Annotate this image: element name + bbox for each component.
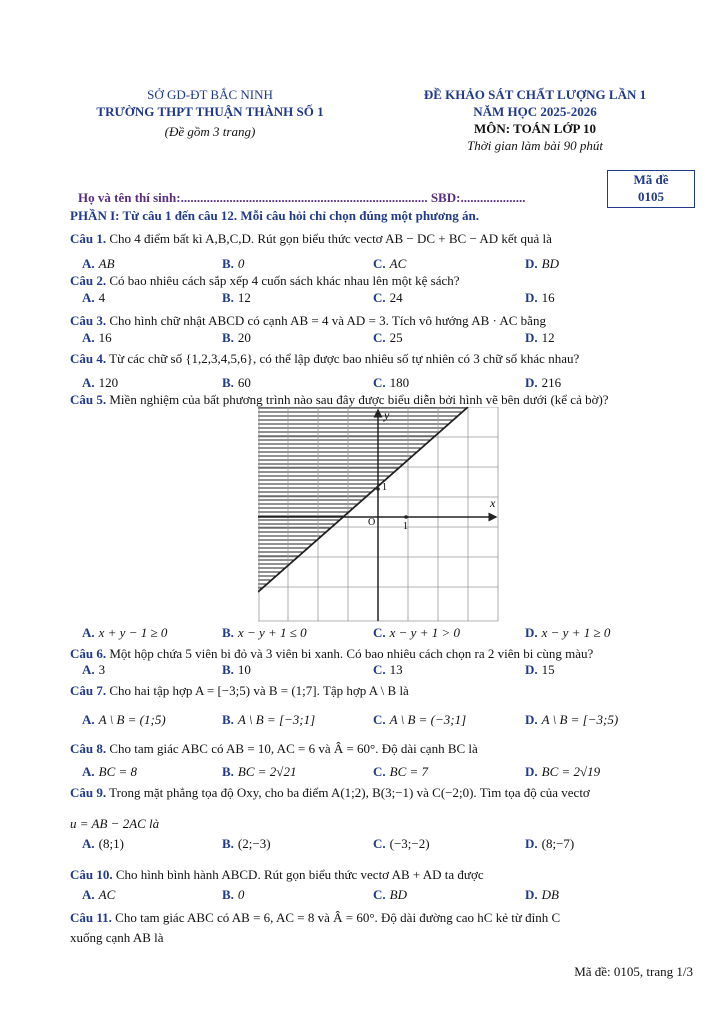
school-name: TRƯỜNG THPT THUẬN THÀNH SỐ 1 [96, 104, 324, 119]
option-c[interactable]: C. AC [373, 256, 407, 271]
exam-title: ĐỀ KHẢO SÁT CHẤT LƯỢNG LẦN 1 [423, 87, 647, 102]
pages-note: (Đề gồm 3 trang) [164, 124, 256, 139]
option-a[interactable]: A. 3 [82, 662, 106, 677]
question-1: Câu 1. Cho 4 điểm bất kì A,B,C,D. Rút gọn biểu thức vectơ AB − DC + BC − AD kết quả là [70, 231, 552, 246]
option-a[interactable]: A. AC [82, 887, 116, 902]
question-11: Câu 11. Cho tam giác ABC có AB = 6, AC = 8 và Â = 60°. Độ dài đường cao hC kẻ từ đỉnh C [70, 910, 561, 925]
question-4: Câu 4. Từ các chữ số {1,2,3,4,5,6}, có thể lập được bao nhiêu số tự nhiên có 3 chữ số khác nhau? [70, 351, 580, 366]
page-footer: Mã đề: 0105, trang 1/3 [574, 964, 693, 979]
option-d[interactable]: D. 15 [525, 662, 555, 677]
option-a[interactable]: A. (8;1) [82, 836, 124, 851]
option-a[interactable]: A. BC = 8 [82, 764, 138, 779]
question-11-continued: xuống cạnh AB là [70, 930, 164, 945]
exam-code-label: Mã đề [633, 172, 669, 187]
option-c[interactable]: C. A \ B = (−3;1] [373, 712, 467, 727]
option-c[interactable]: C. BC = 7 [373, 764, 429, 779]
part-title: PHẦN I: Từ câu 1 đến câu 12. Mỗi câu hỏi chỉ chọn đúng một phương án. [70, 208, 480, 223]
y-axis-label: y [384, 408, 390, 422]
question-text: Cho 4 điểm bất kì A,B,C,D. Rút gọn biểu thức vectơ AB − DC + BC − AD kết quả là [109, 231, 552, 246]
option-b[interactable]: B. (2;−3) [222, 836, 271, 851]
option-b[interactable]: B. 10 [222, 662, 251, 677]
question-9: Câu 9. Trong mặt phẳng tọa độ Oxy, cho ba điểm A(1;2), B(3;−1) và C(−2;0). Tìm tọa độ của vectơ [70, 785, 590, 800]
option-b[interactable]: B. 0 [222, 256, 245, 271]
option-d[interactable]: D. BC = 2√19 [525, 764, 601, 779]
origin-label: O [368, 517, 376, 528]
option-d[interactable]: D. (8;−7) [525, 836, 575, 851]
option-c[interactable]: C. 180 [373, 375, 410, 390]
question-2: Câu 2. Có bao nhiêu cách sắp xếp 4 cuốn sách khác nhau lên một kệ sách? [70, 273, 460, 288]
option-c[interactable]: C. BD [373, 887, 407, 902]
option-c[interactable]: C. 25 [373, 330, 403, 345]
option-d[interactable]: D. x − y + 1 ≥ 0 [525, 625, 611, 640]
option-d[interactable]: D. DB [525, 887, 559, 902]
school-year: NĂM HỌC 2025-2026 [473, 104, 597, 119]
graph-figure [258, 407, 500, 623]
tick-point-x [404, 515, 408, 519]
option-d[interactable]: D. 216 [525, 375, 562, 390]
option-b[interactable]: B. x − y + 1 ≤ 0 [222, 625, 307, 640]
option-a[interactable]: A. AB [82, 256, 115, 271]
option-a[interactable]: A. 16 [82, 330, 112, 345]
tick-point-y [376, 487, 380, 491]
department: SỞ GD-ĐT BẮC NINH [147, 87, 273, 102]
option-c[interactable]: C. 24 [373, 290, 403, 305]
question-5: Câu 5. Miền nghiệm của bất phương trình nào sau đây được biểu diễn bởi hình vẽ bên dưới (kể cả bờ)? [70, 392, 609, 407]
header-right [380, 86, 690, 154]
option-b[interactable]: B. BC = 2√21 [222, 764, 297, 779]
option-c[interactable]: C. 13 [373, 662, 403, 677]
option-a[interactable]: A. 120 [82, 375, 119, 390]
question-3: Câu 3. Cho hình chữ nhật ABCD có cạnh AB = 4 và AD = 3. Tích vô hướng AB · AC bằng [70, 313, 546, 328]
option-d[interactable]: D. A \ B = [−3;5) [525, 712, 619, 727]
candidate-line: Họ và tên thí sinh:............................................................................ SBD:.................... [78, 190, 526, 205]
option-b[interactable]: B. 60 [222, 375, 251, 390]
question-6: Câu 6. Một hộp chứa 5 viên bi đỏ và 3 viên bi xanh. Có bao nhiêu cách chọn ra 2 viên bi cùng màu? [70, 646, 594, 661]
exam-code-value: 0105 [638, 189, 664, 204]
time-limit: Thời gian làm bài 90 phút [467, 138, 603, 153]
option-c[interactable]: C. x − y + 1 > 0 [373, 625, 460, 640]
subject: MÔN: TOÁN LỚP 10 [474, 121, 596, 136]
exam-code-box [607, 170, 695, 208]
option-a[interactable]: A. x + y − 1 ≥ 0 [82, 625, 168, 640]
x-axis-label: x [490, 496, 496, 510]
option-c[interactable]: C. (−3;−2) [373, 836, 430, 851]
question-8: Câu 8. Cho tam giác ABC có AB = 10, AC = 6 và Â = 60°. Độ dài cạnh BC là [70, 741, 478, 756]
option-b[interactable]: B. 0 [222, 887, 245, 902]
option-b[interactable]: B. 20 [222, 330, 251, 345]
option-a[interactable]: A. 4 [82, 290, 106, 305]
question-7: Câu 7. Cho hai tập hợp A = [−3;5) và B = (1;7]. Tập hợp A \ B là [70, 683, 409, 698]
question-10: Câu 10. Cho hình bình hành ABCD. Rút gọn biểu thức vectơ AB + AD ta được [70, 867, 484, 882]
x-tick-label: 1 [403, 521, 408, 532]
option-d[interactable]: D. BD [525, 256, 559, 271]
header-left [60, 86, 360, 140]
option-a[interactable]: A. A \ B = (1;5) [82, 712, 166, 727]
y-tick-label: 1 [382, 482, 387, 493]
question-9-continued: u = AB − 2AC là [70, 816, 160, 831]
option-b[interactable]: B. 12 [222, 290, 251, 305]
option-d[interactable]: D. 12 [525, 330, 555, 345]
option-d[interactable]: D. 16 [525, 290, 555, 305]
option-b[interactable]: B. A \ B = [−3;1] [222, 712, 316, 727]
